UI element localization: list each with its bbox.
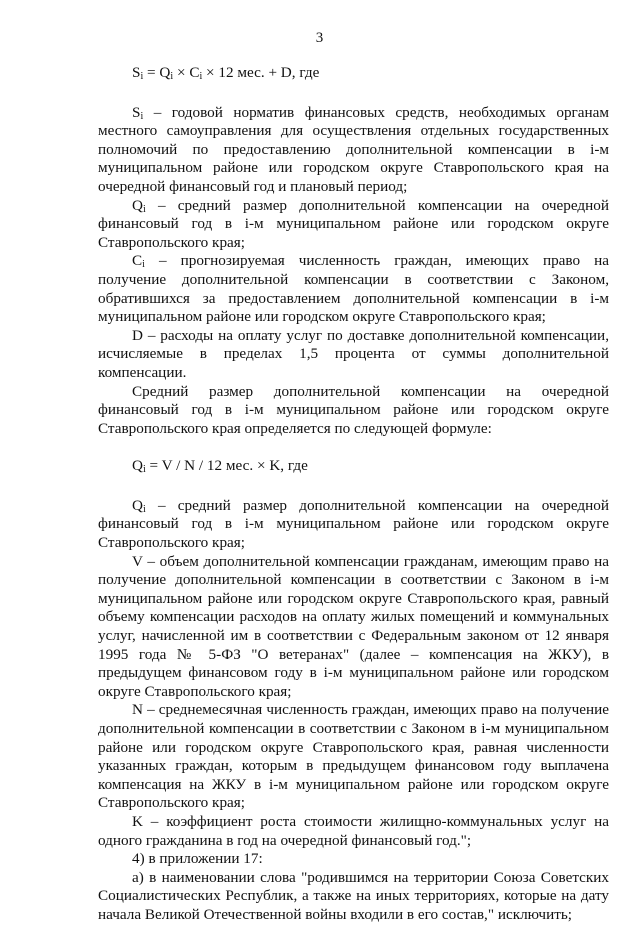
definition-q2 [98, 497, 609, 553]
definition-text: – прогнозируемая численность граждан, имеющих право на получение дополнительной компенсации в соответствии с Законом, обратившихся за предоставлением дополнительной компенсации в i-м муниципальном районе или городском округе Ставропольского края; [98, 252, 609, 326]
spacer [98, 476, 609, 497]
formula-term: = Q [143, 64, 171, 81]
definition-symbol: N [132, 701, 143, 719]
definition-symbol: K [132, 812, 143, 830]
formula-symbol: S [132, 64, 141, 81]
formula-symbol: Q [132, 457, 143, 475]
formula-term: × C [173, 64, 200, 81]
paragraph-formula-intro: Средний размер дополнительной компенсации на очередной финансовый год в i-м муниципальном районе или городском округе Ставропольского края определяется по следующей формуле: [98, 382, 609, 437]
definition-symbol: $C_i$ [132, 252, 145, 271]
list-item-4a: а) в наименовании слова "родившимся на территории Союза Советских Социалистических Республик, а также на иных территориях, которые на дату начала Великой Отечественной войны входили в его состав," исключить; [98, 868, 609, 923]
definition-text: – средний размер дополнительной компенсации на очередной финансовый год в i-м муниципальном районе или городском округе Ставропольского края; [98, 196, 609, 251]
document-body [98, 64, 609, 925]
formula-term: = V / N / 12 мес. × K, где [145, 457, 308, 475]
definition-symbol: $Q_i$ [132, 196, 146, 215]
definition-text: – среднемесячная численность граждан, имеющих право на получение дополнительной компенсации в соответствии с Законом в i-м муниципальном районе или городском округе Ставропольского края, равная численности указанных граждан, которым в предыдущем финансовом году выплачена компенсация на ЖКУ в i-м муниципальном районе или городском округе Ставропольского края; [98, 701, 609, 812]
definition-text: – средний размер дополнительной компенсации на очередной финансовый год в i-м муниципальном районе или городском округе Ставропольского края; [98, 496, 609, 552]
definition-symbol: $Q_i$ [132, 496, 146, 515]
definition-text: – расходы на оплату услуг по доставке дополнительной компенсации, исчисляемые в пределах 1,5 процента от суммы дополнительной компенсации. [98, 326, 609, 381]
definition-symbol: $S_i$ [132, 103, 144, 122]
formula-subscript: i [170, 71, 174, 82]
formula-subscript: i [199, 71, 203, 82]
definition-d [98, 327, 609, 383]
definition-v [98, 553, 609, 702]
definition-k [98, 813, 609, 850]
list-item-4: 4) в приложении 17: [132, 850, 263, 868]
definition-text: – годовой норматив финансовых средств, необходимых органам местного самоуправления для осуществления отдельных государственных полномочий по предоставлению дополнительной компенсации в i-м муниципальном районе или городском округе Ставропольского края на очередной финансовый год и плановый период; [98, 103, 609, 195]
formula-subscript: i [142, 464, 146, 476]
definition-symbol: D [132, 326, 143, 344]
spacer [98, 83, 609, 104]
definition-text: – коэффициент роста стоимости жилищно-коммунальных услуг на одного гражданина в год на очередной финансовый год."; [98, 812, 609, 849]
formula-term: × 12 мес. + D, где [202, 64, 320, 81]
spacer [98, 438, 609, 457]
formula-annual-norm [98, 64, 609, 83]
definition-q [98, 197, 609, 253]
page-number: 3 [315, 30, 324, 46]
formula-average-compensation [98, 457, 609, 476]
definition-text: – объем дополнительной компенсации гражданам, имеющим право на получение дополнительной компенсации в соответствии с Законом в i-м муниципальном районе или городском округе Ставропольского края, равный объему компенсации расходов на оплату жилых помещений и коммунальных услуг, начисленной им в соответствии с Федеральным законом от 12 января 1995 года № 5-ФЗ "О ветеранах" (далее – компенсация на ЖКУ), в предыдущем финансовом году в i-м муниципальном районе или городском округе Ставропольского края; [98, 552, 609, 700]
definition-symbol: V [132, 552, 143, 570]
definition-s [98, 104, 609, 197]
formula-subscript: i [140, 71, 144, 82]
definition-c [98, 252, 609, 326]
definition-n [98, 701, 609, 813]
